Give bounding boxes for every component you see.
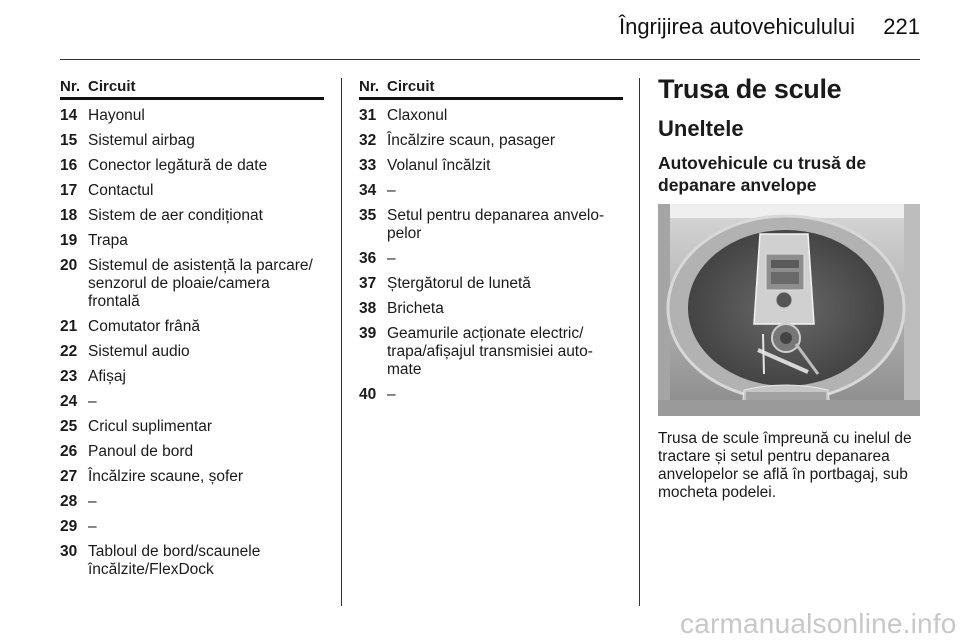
fuse-table-right xyxy=(359,78,623,404)
page-header-title: Îngrijirea autovehiculului xyxy=(618,14,855,39)
column-header-circuit: Circuit xyxy=(88,78,136,95)
table-row xyxy=(359,207,623,243)
fuse-number: 36 xyxy=(359,250,377,267)
table-row xyxy=(60,518,324,536)
column-header-nr: Nr. xyxy=(60,78,81,95)
fuse-circuit: – xyxy=(387,250,396,267)
column-header-circuit: Circuit xyxy=(387,78,435,95)
fuse-circuit: Sistemul audio xyxy=(88,343,190,360)
fuse-circuit: Încălzire scaune, șofer xyxy=(88,468,244,485)
fuse-number: 21 xyxy=(60,318,78,335)
fuse-number: 29 xyxy=(60,518,78,535)
column-header-nr: Nr. xyxy=(359,78,380,95)
fuse-number: 30 xyxy=(60,543,78,560)
table-row xyxy=(60,232,324,250)
fuse-circuit: – xyxy=(387,182,396,199)
fuse-number: 14 xyxy=(60,107,78,124)
fuse-number: 31 xyxy=(359,107,377,124)
fuse-number: 20 xyxy=(60,257,78,274)
tool-kit-photo xyxy=(658,204,920,416)
table-row xyxy=(359,157,623,175)
fuse-circuit: Sistemul airbag xyxy=(88,132,195,149)
column-divider-2 xyxy=(639,78,640,606)
table-row xyxy=(60,207,324,225)
table-row xyxy=(60,343,324,361)
fuse-number: 17 xyxy=(60,182,78,199)
section-heading: Trusa de scule xyxy=(658,74,842,104)
photo-caption: Trusa de scule împreună cu inelul de tractare și setul pentru depanarea anvelopelor se află în portbagaj, sub mocheta podelei. xyxy=(658,430,912,501)
table-header xyxy=(359,78,623,100)
fuse-circuit: Setul pentru depanarea anvelo- pelor xyxy=(387,207,605,242)
fuse-number: 25 xyxy=(60,418,78,435)
table-header xyxy=(60,78,324,100)
table-row xyxy=(60,468,324,486)
fuse-number: 28 xyxy=(60,493,78,510)
table-row xyxy=(60,132,324,150)
table-row xyxy=(359,325,623,379)
fuse-number: 16 xyxy=(60,157,78,174)
fuse-number: 24 xyxy=(60,393,78,410)
fuse-circuit: – xyxy=(88,393,97,410)
table-row xyxy=(60,182,324,200)
fuse-circuit: – xyxy=(88,493,97,510)
fuse-number: 19 xyxy=(60,232,78,249)
fuse-circuit: Contactul xyxy=(88,182,154,199)
fuse-number: 40 xyxy=(359,386,377,403)
fuse-number: 32 xyxy=(359,132,377,149)
fuse-table-left xyxy=(60,78,324,579)
table-row xyxy=(60,368,324,386)
fuse-number: 35 xyxy=(359,207,377,224)
fuse-number: 15 xyxy=(60,132,78,149)
column-divider-1 xyxy=(341,78,342,606)
table-row xyxy=(359,250,623,268)
table-row xyxy=(60,543,324,579)
table-row xyxy=(60,393,324,411)
table-row xyxy=(359,386,623,404)
table-row xyxy=(60,318,324,336)
fuse-number: 27 xyxy=(60,468,78,485)
section-subheading: Uneltele xyxy=(658,116,744,141)
fuse-circuit: Comutator frână xyxy=(88,318,200,335)
fuse-circuit: – xyxy=(88,518,97,535)
fuse-circuit: – xyxy=(387,386,396,403)
table-row xyxy=(60,157,324,175)
fuse-circuit: Bricheta xyxy=(387,300,444,317)
table-row xyxy=(60,257,324,311)
fuse-circuit: Trapa xyxy=(88,232,128,249)
fuse-number: 33 xyxy=(359,157,377,174)
table-row xyxy=(359,300,623,318)
table-row xyxy=(60,443,324,461)
fuse-number: 22 xyxy=(60,343,78,360)
table-row xyxy=(60,418,324,436)
table-row xyxy=(359,182,623,200)
fuse-number: 37 xyxy=(359,275,377,292)
table-row xyxy=(60,493,324,511)
page-number: 221 xyxy=(883,14,920,39)
fuse-circuit: Claxonul xyxy=(387,107,448,124)
fuse-number: 26 xyxy=(60,443,78,460)
section-subsubheading: Autovehicule cu trusă de depanare anvelope xyxy=(658,153,867,195)
fuse-circuit: Panoul de bord xyxy=(88,443,194,460)
fuse-circuit: Ștergătorul de lunetă xyxy=(387,275,531,292)
fuse-circuit: Sistem de aer condiționat xyxy=(88,207,263,224)
fuse-number: 18 xyxy=(60,207,78,224)
fuse-circuit: Hayonul xyxy=(88,107,145,124)
fuse-circuit: Tabloul de bord/scaunele încălzite/FlexDock xyxy=(88,543,261,578)
fuse-number: 23 xyxy=(60,368,78,385)
header-rule xyxy=(60,59,920,60)
fuse-circuit: Cricul suplimentar xyxy=(88,418,213,435)
fuse-circuit: Sistemul de asistență la parcare/ senzorul de ploaie/camera frontală xyxy=(88,257,313,310)
fuse-circuit: Afișaj xyxy=(88,368,126,385)
watermark: carmanualsonline.info xyxy=(680,608,957,639)
fuse-circuit: Conector legătură de date xyxy=(88,157,268,174)
table-row xyxy=(359,107,623,125)
fuse-circuit: Geamurile acționate electric/ trapa/afișajul transmisiei auto- mate xyxy=(387,325,593,378)
table-row xyxy=(359,132,623,150)
fuse-number: 39 xyxy=(359,325,377,342)
fuse-circuit: Volanul încălzit xyxy=(387,157,491,174)
table-row xyxy=(60,107,324,125)
fuse-number: 38 xyxy=(359,300,377,317)
fuse-number: 34 xyxy=(359,182,377,199)
table-row xyxy=(359,275,623,293)
fuse-circuit: Încălzire scaun, pasager xyxy=(387,132,556,149)
